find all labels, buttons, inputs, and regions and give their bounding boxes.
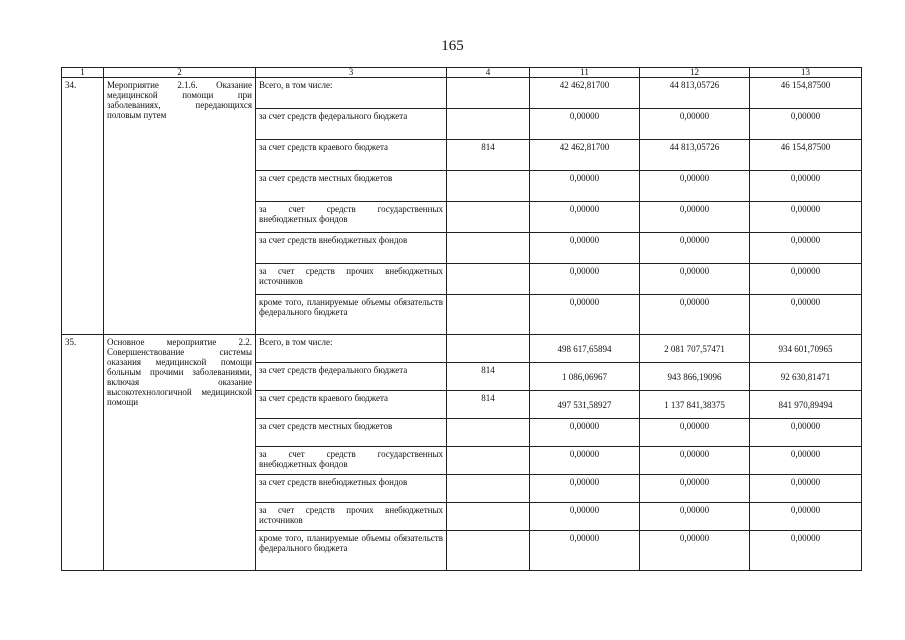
value-col-12: 0,00000 [640, 202, 750, 233]
table-row [62, 335, 862, 363]
value-col-12: 0,00000 [640, 264, 750, 295]
value-col-13: 92 630,81471 [750, 363, 862, 391]
column-number: 2 [104, 68, 256, 78]
value-col-13: 46 154,87500 [750, 140, 862, 171]
value-col-13: 0,00000 [750, 447, 862, 475]
value-col-13: 0,00000 [750, 531, 862, 571]
column-number: 12 [640, 68, 750, 78]
row-index: 35. [62, 335, 104, 571]
row-index: 34. [62, 78, 104, 335]
funding-source: за счет средств внебюджетных фондов [256, 475, 447, 503]
value-col-12: 0,00000 [640, 109, 750, 140]
budget-code [447, 171, 530, 202]
value-col-11: 0,00000 [530, 447, 640, 475]
budget-table [61, 67, 862, 571]
value-col-13: 0,00000 [750, 109, 862, 140]
budget-code: 814 [447, 363, 530, 391]
funding-source: за счет средств федерального бюджета [256, 363, 447, 391]
value-col-12: 0,00000 [640, 531, 750, 571]
value-col-11: 497 531,58927 [530, 391, 640, 419]
budget-code [447, 447, 530, 475]
value-col-13: 0,00000 [750, 264, 862, 295]
value-col-12: 0,00000 [640, 475, 750, 503]
value-col-11: 0,00000 [530, 202, 640, 233]
value-col-12: 44 813,05726 [640, 140, 750, 171]
value-col-11: 1 086,06967 [530, 363, 640, 391]
value-col-11: 498 617,65894 [530, 335, 640, 363]
funding-source: за счет средств прочих внебюджетных источников [256, 503, 447, 531]
budget-code [447, 109, 530, 140]
value-col-11: 0,00000 [530, 264, 640, 295]
funding-source: кроме того, планируемые объемы обязательств федерального бюджета [256, 295, 447, 335]
activity-name: Мероприятие 2.1.6. Оказание медицинской помощи при заболеваниях, передающихся половым путем [104, 78, 256, 335]
budget-code [447, 233, 530, 264]
column-number: 11 [530, 68, 640, 78]
budget-code: 814 [447, 391, 530, 419]
value-col-12: 1 137 841,38375 [640, 391, 750, 419]
value-col-12: 0,00000 [640, 295, 750, 335]
funding-source: за счет средств краевого бюджета [256, 391, 447, 419]
value-col-11: 0,00000 [530, 295, 640, 335]
column-number: 4 [447, 68, 530, 78]
funding-source: за счет средств федерального бюджета [256, 109, 447, 140]
activity-name: Основное мероприятие 2.2. Совершенствование системы оказания медицинской помощи больным прочими заболеваниями, включая оказание высокотехнологичной медицинской помощи [104, 335, 256, 571]
budget-code [447, 335, 530, 363]
budget-code [447, 475, 530, 503]
funding-source: кроме того, планируемые объемы обязательств федерального бюджета [256, 531, 447, 571]
funding-source: за счет средств краевого бюджета [256, 140, 447, 171]
value-col-13: 0,00000 [750, 171, 862, 202]
funding-source: Всего, в том числе: [256, 335, 447, 363]
value-col-11: 0,00000 [530, 109, 640, 140]
value-col-13: 841 970,89494 [750, 391, 862, 419]
funding-source: за счет средств прочих внебюджетных источников [256, 264, 447, 295]
value-col-13: 0,00000 [750, 295, 862, 335]
value-col-11: 0,00000 [530, 233, 640, 264]
value-col-11: 42 462,81700 [530, 78, 640, 109]
value-col-12: 44 813,05726 [640, 78, 750, 109]
funding-source: за счет средств государственных внебюджетных фондов [256, 202, 447, 233]
value-col-13: 0,00000 [750, 419, 862, 447]
column-number: 3 [256, 68, 447, 78]
budget-code: 814 [447, 140, 530, 171]
value-col-12: 0,00000 [640, 419, 750, 447]
budget-code [447, 264, 530, 295]
funding-source: Всего, в том числе: [256, 78, 447, 109]
value-col-12: 943 866,19096 [640, 363, 750, 391]
value-col-13: 934 601,70965 [750, 335, 862, 363]
value-col-11: 0,00000 [530, 171, 640, 202]
page-number: 165 [441, 38, 464, 54]
value-col-11: 0,00000 [530, 531, 640, 571]
budget-code [447, 531, 530, 571]
value-col-13: 0,00000 [750, 503, 862, 531]
budget-code [447, 78, 530, 109]
funding-source: за счет средств местных бюджетов [256, 171, 447, 202]
funding-source: за счет средств местных бюджетов [256, 419, 447, 447]
funding-source: за счет средств внебюджетных фондов [256, 233, 447, 264]
value-col-13: 0,00000 [750, 233, 862, 264]
budget-code [447, 503, 530, 531]
value-col-11: 0,00000 [530, 475, 640, 503]
value-col-11: 42 462,81700 [530, 140, 640, 171]
value-col-12: 2 081 707,57471 [640, 335, 750, 363]
value-col-13: 0,00000 [750, 475, 862, 503]
funding-source: за счет средств государственных внебюджетных фондов [256, 447, 447, 475]
value-col-13: 0,00000 [750, 202, 862, 233]
budget-code [447, 419, 530, 447]
budget-code [447, 295, 530, 335]
column-number: 1 [62, 68, 104, 78]
value-col-11: 0,00000 [530, 503, 640, 531]
value-col-13: 46 154,87500 [750, 78, 862, 109]
budget-code [447, 202, 530, 233]
table-row [62, 78, 862, 109]
value-col-12: 0,00000 [640, 171, 750, 202]
value-col-12: 0,00000 [640, 447, 750, 475]
value-col-12: 0,00000 [640, 503, 750, 531]
column-number: 13 [750, 68, 862, 78]
column-number-row [62, 68, 862, 78]
value-col-11: 0,00000 [530, 419, 640, 447]
value-col-12: 0,00000 [640, 233, 750, 264]
